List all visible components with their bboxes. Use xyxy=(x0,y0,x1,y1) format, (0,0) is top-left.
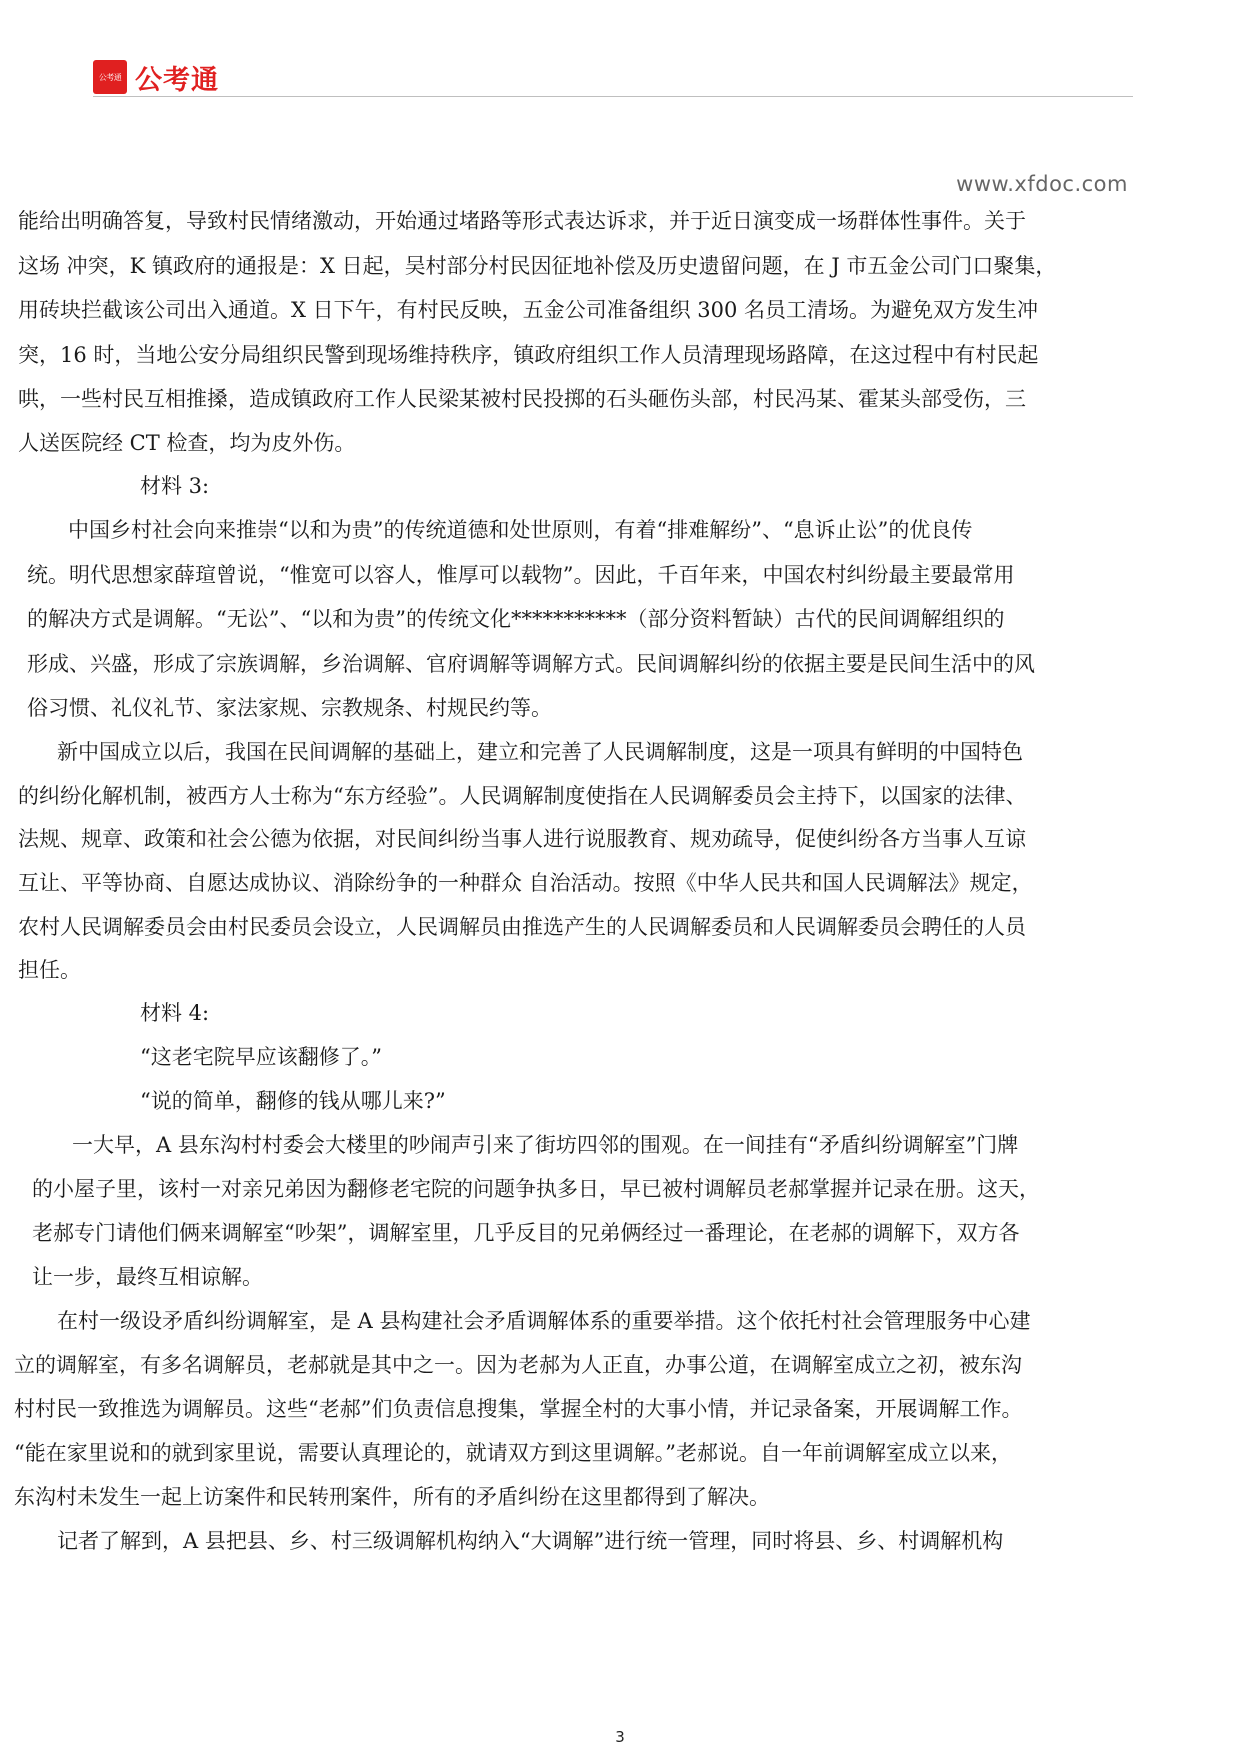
dialogue-line: “说的简单，翻修的钱从哪儿来?” xyxy=(140,1089,446,1113)
body-line: 的小屋子里，该村一对亲兄弟因为翻修老宅院的问题争执多日，早已被村调解员老郝掌握并记录在册。这天， xyxy=(32,1177,1040,1201)
brand-logo xyxy=(93,60,219,94)
body-line: 人送医院经 CT 检查，均为皮外伤。 xyxy=(18,431,356,455)
body-line: 俗习惯、礼仪礼节、家法家规、宗教规条、村规民约等。 xyxy=(27,696,552,720)
body-line: 的解决方式是调解。“无讼”、“以和为贵”的传统文化***********（部分资料暂缺）古代的民间调解组织的 xyxy=(27,607,1005,631)
dialogue-line: “这老宅院早应该翻修了。” xyxy=(140,1045,382,1069)
body-line: 农村人民调解委员会由村民委员会设立，人民调解员由推选产生的人民调解委员和人民调解委员会聘任的人员 xyxy=(18,915,1026,939)
body-line: 记者了解到，A 县把县、乡、村三级调解机构纳入“大调解”进行统一管理，同时将县、乡、村调解机构 xyxy=(57,1529,1004,1553)
body-line: 哄，一些村民互相推搡，造成镇政府工作人民梁某被村民投掷的石头砸伤头部，村民冯某、霍某头部受伤，三 xyxy=(18,387,1026,411)
section-heading: 材料 4: xyxy=(140,1001,210,1025)
body-line: 这场 冲突，K 镇政府的通报是：X 日起，吴村部分村民因征地补偿及历史遗留问题，在 J 市五金公司门口聚集， xyxy=(18,254,1057,278)
body-line: “能在家里说和的就到家里说，需要认真理论的，就请双方到这里调解。”老郝说。自一年前调解室成立以来， xyxy=(14,1441,1012,1465)
body-line: 形成、兴盛，形成了宗族调解，乡治调解、官府调解等调解方式。民间调解纠纷的依据主要是民间生活中的风 xyxy=(27,652,1035,676)
body-line: 用砖块拦截该公司出入通道。X 日下午，有村民反映，五金公司准备组织 300 名员工清场。为避免双方发生冲 xyxy=(18,298,1039,322)
header-divider xyxy=(93,96,1133,97)
logo-badge-icon: 公考通 xyxy=(93,60,127,94)
body-line: 中国乡村社会向来推崇“以和为贵”的传统道德和处世原则，有着“排难解纷”、“息诉止讼”的优良传 xyxy=(68,518,973,542)
body-line: 立的调解室，有多名调解员，老郝就是其中之一。因为老郝为人正直，办事公道，在调解室成立之初，被东沟 xyxy=(14,1353,1022,1377)
body-line: 一大早，A 县东沟村村委会大楼里的吵闹声引来了街坊四邻的围观。在一间挂有“矛盾纠纷调解室”门牌 xyxy=(72,1133,1019,1157)
body-line: 的纠纷化解机制，被西方人士称为“东方经验”。人民调解制度使指在人民调解委员会主持下，以国家的法律、 xyxy=(18,784,1027,808)
body-line: 互让、平等协商、自愿达成协议、消除纷争的一种群众 自治活动。按照《中华人民共和国人民调解法》规定， xyxy=(18,871,1033,895)
body-line: 村村民一致推选为调解员。这些“老郝”们负责信息搜集，掌握全村的大事小情，并记录备案，开展调解工作。 xyxy=(14,1397,1023,1421)
body-line: 让一步，最终互相谅解。 xyxy=(32,1265,263,1289)
page-number: 3 xyxy=(615,1728,625,1746)
body-line: 法规、规章、政策和社会公德为依据，对民间纠纷当事人进行说服教育、规劝疏导，促使纠纷各方当事人互谅 xyxy=(18,827,1026,851)
body-line: 东沟村未发生一起上访案件和民转刑案件，所有的矛盾纠纷在这里都得到了解决。 xyxy=(14,1485,770,1509)
body-line: 突，16 时，当地公安分局组织民警到现场维持秩序，镇政府组织工作人员清理现场路障，在这过程中有村民起 xyxy=(18,343,1039,367)
body-line: 能给出明确答复，导致村民情绪激动，开始通过堵路等形式表达诉求，并于近日演变成一场群体性事件。关于 xyxy=(18,209,1026,233)
body-line: 担任。 xyxy=(18,958,81,982)
body-line: 新中国成立以后，我国在民间调解的基础上，建立和完善了人民调解制度，这是一项具有鲜明的中国特色 xyxy=(57,740,1023,764)
body-line: 统。明代思想家薛瑄曾说，“惟宽可以容人，惟厚可以载物”。因此，千百年来，中国农村纠纷最主要最常用 xyxy=(27,563,1015,587)
body-line: 在村一级设矛盾纠纷调解室，是 A 县构建社会矛盾调解体系的重要举措。这个依托村社会管理服务中心建 xyxy=(57,1309,1031,1333)
logo-text: 公考通 xyxy=(135,64,219,96)
body-line: 老郝专门请他们俩来调解室“吵架”，调解室里，几乎反目的兄弟俩经过一番理论，在老郝的调解下，双方各 xyxy=(32,1221,1020,1245)
section-heading: 材料 3: xyxy=(140,474,210,498)
site-url: www.xfdoc.com xyxy=(956,172,1128,196)
